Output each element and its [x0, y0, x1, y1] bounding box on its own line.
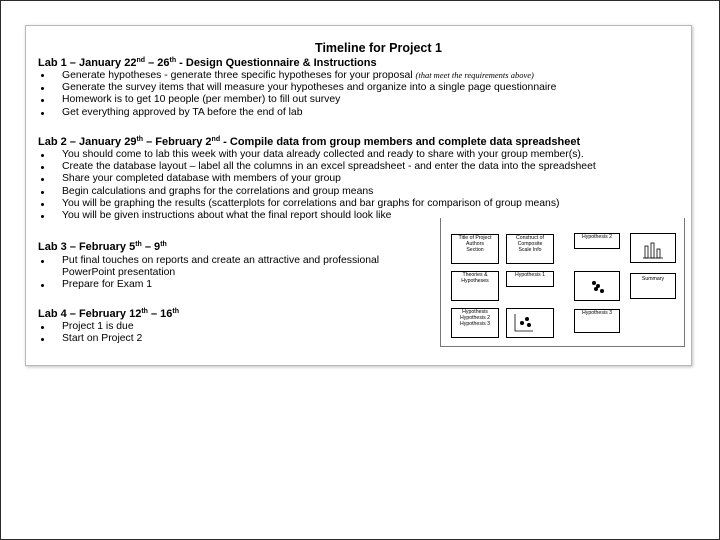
list-item: Generate hypotheses - generate three specific hypotheses for your proposal (that meet the requirements above)	[38, 69, 556, 82]
storyboard-cell: Hypothesis 2	[574, 233, 620, 249]
scatter-point	[594, 287, 598, 291]
list-item: Put final touches on reports and create an attractive and professional	[38, 255, 379, 267]
scatterplot-thumbnail	[506, 308, 554, 338]
scatter-point	[600, 289, 604, 293]
storyboard-cell: Hypothesis 3	[574, 309, 620, 333]
storyboard-cell: Title of Project Authors Section	[451, 234, 499, 264]
poster-storyboard	[440, 218, 685, 347]
list-item-continued: PowerPoint presentation	[62, 267, 176, 279]
lab-4-heading: Lab 4 – February 12th – 16th	[38, 308, 180, 320]
storyboard-cell: Summary	[630, 273, 676, 299]
lab-1-heading: Lab 1 – January 22nd – 26th - Design Questionnaire & Instructions	[38, 57, 377, 69]
lab-3-heading: Lab 3 – February 5th – 9th	[38, 241, 167, 253]
list-item: Begin calculations and graphs for the correlations and group means	[38, 186, 596, 198]
bar-chart-icon	[631, 234, 675, 262]
list-item: Create the database layout – label all the columns in an excel spreadsheet - and enter the data into the spreadsheet	[38, 161, 596, 173]
list-item: You will be graphing the results (scatterplots for correlations and bar graphs for comparison of group means)	[38, 198, 596, 210]
bar-graph-thumbnail	[630, 233, 676, 263]
handwritten-note: (that meet the requirements above)	[415, 70, 534, 80]
list-item: Prepare for Exam 1	[38, 279, 379, 291]
scatter-point	[527, 323, 531, 327]
scatter-point	[525, 317, 529, 321]
lab-4-list	[38, 321, 142, 345]
lab-2-heading: Lab 2 – January 29th – February 2nd - Compile data from group members and complete data spreadsheet	[38, 136, 581, 148]
list-item: Generate the survey items that will measure your hypotheses and organize into a single page questionnaire	[38, 82, 556, 94]
list-item: Homework is to get 10 people (per member) to fill out survey	[38, 94, 556, 106]
lab-2-list	[38, 149, 596, 222]
list-item: You will be given instructions about what the final report should look like	[38, 210, 596, 222]
storyboard-cell: Hypothesis 1	[506, 271, 554, 287]
storyboard-cell: Theories & Hypotheses	[451, 271, 499, 301]
scatterplot-thumbnail	[574, 271, 620, 301]
lab-3-list	[38, 255, 379, 292]
lab-1-list	[38, 69, 556, 119]
list-item: You should come to lab this week with your data already collected and ready to share with your group member(s).	[38, 149, 596, 161]
storyboard-cell: Hypothesis Hypothesis 2 Hypothesis 3	[451, 308, 499, 338]
list-item: Share your completed database with members of your group	[38, 173, 596, 185]
document-title: Timeline for Project 1	[315, 41, 442, 55]
list-item: Project 1 is due	[38, 321, 142, 333]
scatter-point	[520, 321, 524, 325]
list-item: Start on Project 2	[38, 333, 142, 345]
storyboard-cell: Construct of Composite Scale Info	[506, 234, 554, 264]
list-item: Get everything approved by TA before the end of lab	[38, 107, 556, 119]
